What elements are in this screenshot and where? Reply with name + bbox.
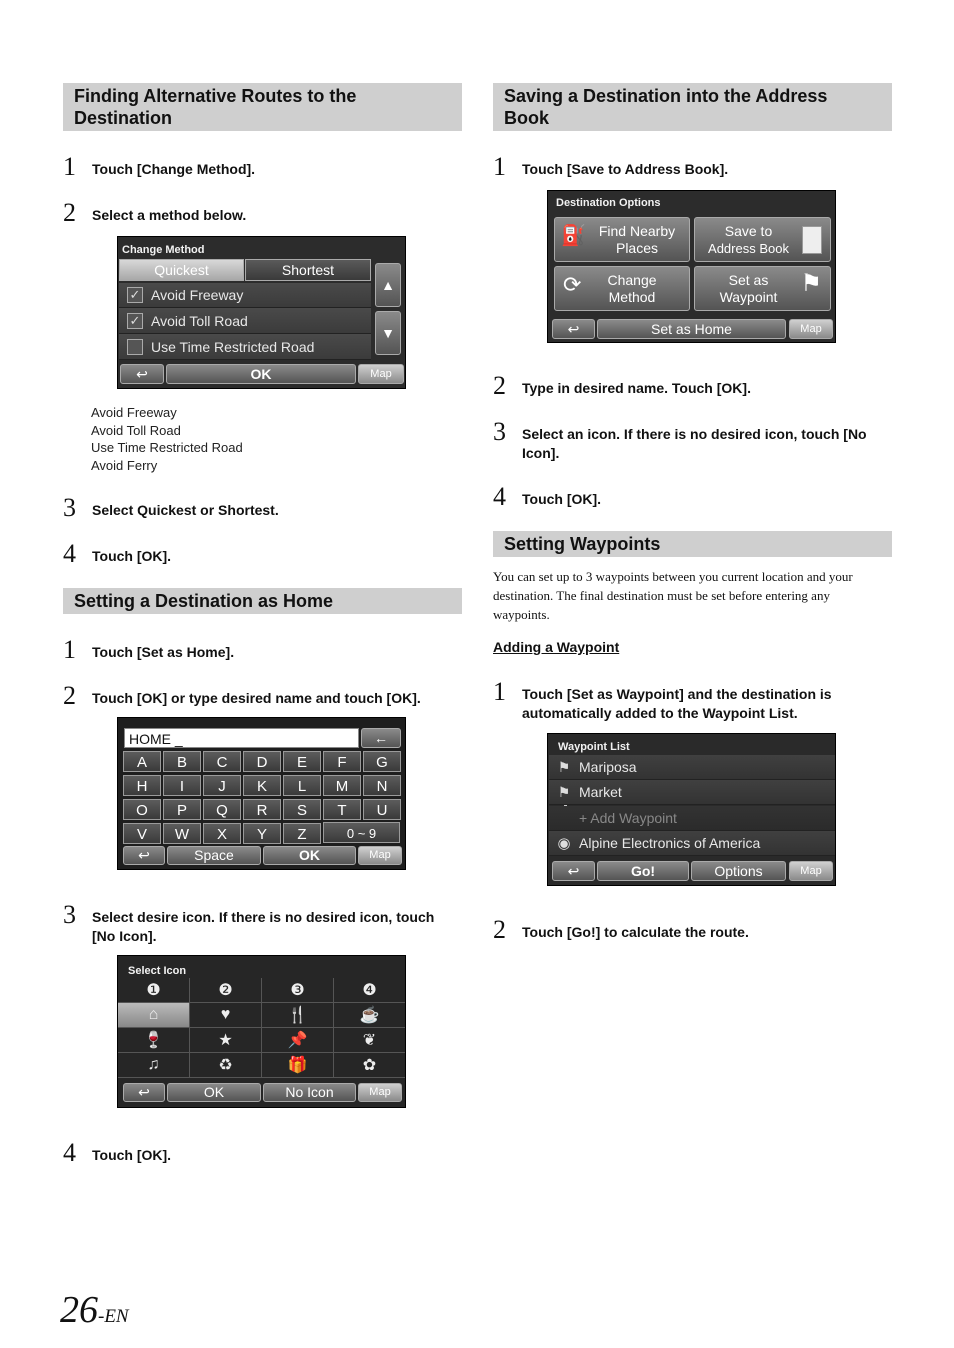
destination-label: Alpine Electronics of America <box>579 835 761 851</box>
step-number: 2 <box>493 915 506 944</box>
key-y[interactable]: Y <box>243 823 281 844</box>
key-f[interactable]: F <box>323 751 361 772</box>
key-d[interactable]: D <box>243 751 281 772</box>
waypoints-intro <box>493 567 893 624</box>
step-number: 2 <box>493 371 506 400</box>
fork-knife-icon[interactable]: 🍴 <box>262 1003 334 1028</box>
key-n[interactable]: N <box>363 775 401 796</box>
key-l[interactable]: L <box>283 775 321 796</box>
step-text-line1: Touch [Set as Waypoint] and the destination is <box>522 686 832 702</box>
heart-icon[interactable]: ♥ <box>190 1003 262 1028</box>
map-button[interactable]: Map <box>789 861 833 881</box>
subheading-adding-waypoint: Adding a Waypoint <box>493 639 620 655</box>
key-g[interactable]: G <box>363 751 401 772</box>
step-number: 3 <box>493 417 506 446</box>
button-label-line1: Set as <box>728 271 769 288</box>
step-text: Type in desired name. Touch [OK]. <box>522 380 751 396</box>
flower-icon[interactable]: ✿ <box>334 1053 406 1078</box>
key-b[interactable]: B <box>163 751 201 772</box>
scroll-down-button[interactable] <box>375 311 401 355</box>
screen-title: Destination Options <box>556 197 661 209</box>
destination-options-screen <box>547 190 836 343</box>
ok-button[interactable]: OK <box>166 364 356 384</box>
button-label-line2: Address Book <box>708 240 789 256</box>
step-number: 2 <box>63 681 76 710</box>
button-label-line1: Save to <box>724 222 773 239</box>
ok-button[interactable]: OK <box>167 1083 261 1102</box>
drink-icon[interactable]: 🍷 <box>118 1028 190 1053</box>
option-avoid-freeway[interactable] <box>119 283 371 308</box>
key-o[interactable]: O <box>123 799 161 820</box>
step-number: 1 <box>63 635 76 664</box>
pin-3-icon[interactable]: ❸ <box>262 978 334 1003</box>
step-text <box>522 425 892 463</box>
step-number: 3 <box>63 493 76 522</box>
flag-2-icon: ⚑ <box>557 783 571 800</box>
refresh-arrows-icon: ⟳ <box>563 272 582 297</box>
section-header-waypoints <box>493 531 892 557</box>
step-text: Touch [OK] or type desired name and touch [OK]. <box>92 690 421 706</box>
section-title-line1: Saving a Destination into the Address <box>504 86 828 106</box>
step-text: Touch [Change Method]. <box>92 161 256 177</box>
find-nearby-button[interactable] <box>554 217 690 262</box>
pin-1-icon[interactable]: ❶ <box>118 978 190 1003</box>
pushpin-icon[interactable]: 📌 <box>262 1028 334 1053</box>
triangle-up-icon: ▲ <box>381 276 395 293</box>
section-title: Setting a Destination as Home <box>74 591 334 611</box>
name-input[interactable]: HOME _ <box>124 728 359 748</box>
section-header-home <box>63 588 462 614</box>
section-header-alt-routes <box>63 83 462 131</box>
waypoint-item-1[interactable] <box>549 755 835 780</box>
key-t[interactable]: T <box>323 799 361 820</box>
step-text: Touch [OK]. <box>522 491 602 507</box>
scroll-up-button[interactable] <box>375 263 401 307</box>
method-item: Avoid Toll Road <box>91 422 181 438</box>
key-z[interactable]: Z <box>283 823 321 844</box>
button-label-line2: Waypoint <box>719 288 778 305</box>
step-number: 4 <box>493 482 506 511</box>
gift-icon[interactable]: 🎁 <box>262 1053 334 1078</box>
back-button[interactable] <box>552 861 595 881</box>
step-number: 4 <box>63 539 76 568</box>
map-button[interactable]: Map <box>358 846 402 865</box>
return-arrow-icon: ↩ <box>138 1084 150 1100</box>
button-label-line1: Find Nearby <box>598 222 676 239</box>
map-button[interactable]: Map <box>358 364 404 384</box>
checkbox-empty-icon[interactable] <box>127 339 143 355</box>
options-button[interactable]: Options <box>691 861 786 881</box>
key-u[interactable]: U <box>363 799 401 820</box>
page-suffix: -EN <box>98 1306 129 1327</box>
set-waypoint-button[interactable] <box>694 266 831 311</box>
page-num: 26 <box>60 1289 98 1331</box>
step-text: Select Quickest or Shortest. <box>92 502 279 518</box>
step-number: 2 <box>63 198 76 227</box>
tab-shortest[interactable]: Shortest <box>245 259 371 281</box>
keyboard-screen <box>117 717 406 870</box>
waypoint-list-screen <box>547 733 836 886</box>
step-text: Select a method below. <box>92 207 247 223</box>
leaf-icon[interactable]: ❦ <box>334 1028 406 1053</box>
return-arrow-icon: ↩ <box>567 862 580 879</box>
option-avoid-toll-road[interactable] <box>119 308 371 334</box>
destination-item[interactable] <box>549 831 835 856</box>
backspace-arrow-icon: ← <box>374 729 388 746</box>
flag-icon: ⚑ <box>800 270 822 297</box>
section-title-line2: Book <box>504 108 549 128</box>
waypoint-label: Market <box>579 784 622 800</box>
key-a[interactable]: A <box>123 751 161 772</box>
button-label-line2: Method <box>608 288 656 305</box>
key-j[interactable]: J <box>203 775 241 796</box>
step-text-line2: automatically added to the Waypoint List. <box>522 705 798 721</box>
tab-quickest[interactable]: Quickest <box>119 259 244 281</box>
key-c[interactable]: C <box>203 751 241 772</box>
triangle-down-icon: ▼ <box>381 324 395 341</box>
star-icon[interactable]: ★ <box>190 1028 262 1053</box>
select-icon-screen <box>117 955 406 1108</box>
step-number: 4 <box>63 1138 76 1167</box>
coffee-cup-icon[interactable]: ☕ <box>334 1003 406 1028</box>
key-0-9[interactable]: 0 ~ 9 <box>323 822 400 843</box>
step-text <box>92 908 462 946</box>
address-book-icon <box>802 226 822 254</box>
add-waypoint-item[interactable] <box>549 806 835 831</box>
step-text-line2: [No Icon]. <box>92 928 157 944</box>
step-text <box>522 685 892 723</box>
intro-line: waypoints. <box>493 607 550 622</box>
step-number: 1 <box>493 152 506 181</box>
step-text-line2: Icon]. <box>522 445 560 461</box>
key-x[interactable]: X <box>203 823 241 844</box>
key-h[interactable]: H <box>123 775 161 796</box>
screen-title: Change Method <box>122 244 205 256</box>
screen-title: Select Icon <box>128 965 187 977</box>
key-p[interactable]: P <box>163 799 201 820</box>
section-title-line2: Destination <box>74 108 173 128</box>
step-number: 1 <box>493 677 506 706</box>
step-text: Touch [OK]. <box>92 548 172 564</box>
waypoint-item-2[interactable] <box>549 780 835 805</box>
method-item: Avoid Freeway <box>91 405 177 420</box>
flag-1-icon: ⚑ <box>557 758 571 775</box>
step-number: 1 <box>63 152 76 181</box>
go-button[interactable]: Go! <box>597 861 689 881</box>
option-label: Use Time Restricted Road <box>151 338 315 355</box>
return-arrow-icon: ↩ <box>136 365 148 382</box>
checkbox-checked-icon[interactable]: ✓ <box>127 287 143 303</box>
set-home-button[interactable]: Set as Home <box>597 319 786 339</box>
back-button[interactable] <box>123 1083 165 1102</box>
back-button[interactable] <box>123 846 165 865</box>
waypoint-label: Mariposa <box>579 759 637 775</box>
section-title: Setting Waypoints <box>504 534 661 554</box>
step-text: Touch [Save to Address Book]. <box>522 161 729 177</box>
button-label-line1: Change <box>607 271 657 288</box>
option-label: Avoid Freeway <box>151 287 244 303</box>
section-header-address-book <box>493 83 892 131</box>
pin-4-icon[interactable]: ❹ <box>334 978 406 1003</box>
key-m[interactable]: M <box>323 775 361 796</box>
intro-line: You can set up to 3 waypoints between you current location and your <box>493 569 853 584</box>
change-method-button[interactable] <box>554 266 690 311</box>
save-address-book-button[interactable] <box>694 217 831 262</box>
add-waypoint-label: + Add Waypoint <box>579 810 677 826</box>
recycle-icon[interactable]: ♻ <box>190 1053 262 1078</box>
music-note-icon[interactable]: ♫ <box>118 1053 190 1078</box>
option-label: Avoid Toll Road <box>151 312 248 329</box>
step-text: Touch [Go!] to calculate the route. <box>522 924 749 940</box>
change-method-screen <box>117 236 406 389</box>
map-button[interactable]: Map <box>789 319 833 339</box>
key-q[interactable]: Q <box>203 799 241 820</box>
fuel-pump-icon: ⛽ <box>561 225 586 247</box>
backspace-button[interactable] <box>361 728 401 748</box>
method-item: Avoid Ferry <box>91 457 158 473</box>
option-time-restricted[interactable] <box>119 334 371 360</box>
key-r[interactable]: R <box>243 799 281 820</box>
key-k[interactable]: K <box>243 775 281 796</box>
checkbox-checked-icon[interactable]: ✓ <box>127 313 143 329</box>
no-icon-button[interactable]: No Icon <box>263 1083 356 1102</box>
destination-circle-icon: ◉ <box>557 835 571 852</box>
map-button[interactable]: Map <box>358 1083 402 1102</box>
section-title-line1: Finding Alternative Routes to the <box>74 86 357 106</box>
key-v[interactable]: V <box>123 823 161 844</box>
pin-2-icon[interactable]: ❷ <box>190 978 262 1003</box>
key-e[interactable]: E <box>283 751 321 772</box>
method-list <box>91 404 243 474</box>
page-number <box>60 1288 129 1332</box>
back-button[interactable] <box>120 364 164 384</box>
step-text: Touch [Set as Home]. <box>92 644 235 660</box>
step-text: Touch [OK]. <box>92 1147 172 1163</box>
intro-line: destination. The final destination must be set before entering any <box>493 588 830 603</box>
screen-title: Waypoint List <box>558 741 630 753</box>
key-i[interactable]: I <box>163 775 201 796</box>
back-button[interactable] <box>552 319 595 339</box>
button-label-line2: Places <box>615 239 659 256</box>
ok-button[interactable]: OK <box>263 846 356 865</box>
house-icon[interactable]: ⌂ <box>118 1003 190 1028</box>
key-s[interactable]: S <box>283 799 321 820</box>
step-number: 3 <box>63 900 76 929</box>
return-arrow-icon: ↩ <box>138 847 150 863</box>
method-item: Use Time Restricted Road <box>91 440 243 455</box>
key-w[interactable]: W <box>163 823 201 844</box>
step-text-line1: Select an icon. If there is no desired icon, touch [No <box>522 426 867 442</box>
return-arrow-icon: ↩ <box>567 320 580 337</box>
space-button[interactable]: Space <box>167 846 261 865</box>
step-text-line1: Select desire icon. If there is no desired icon, touch <box>92 909 435 925</box>
